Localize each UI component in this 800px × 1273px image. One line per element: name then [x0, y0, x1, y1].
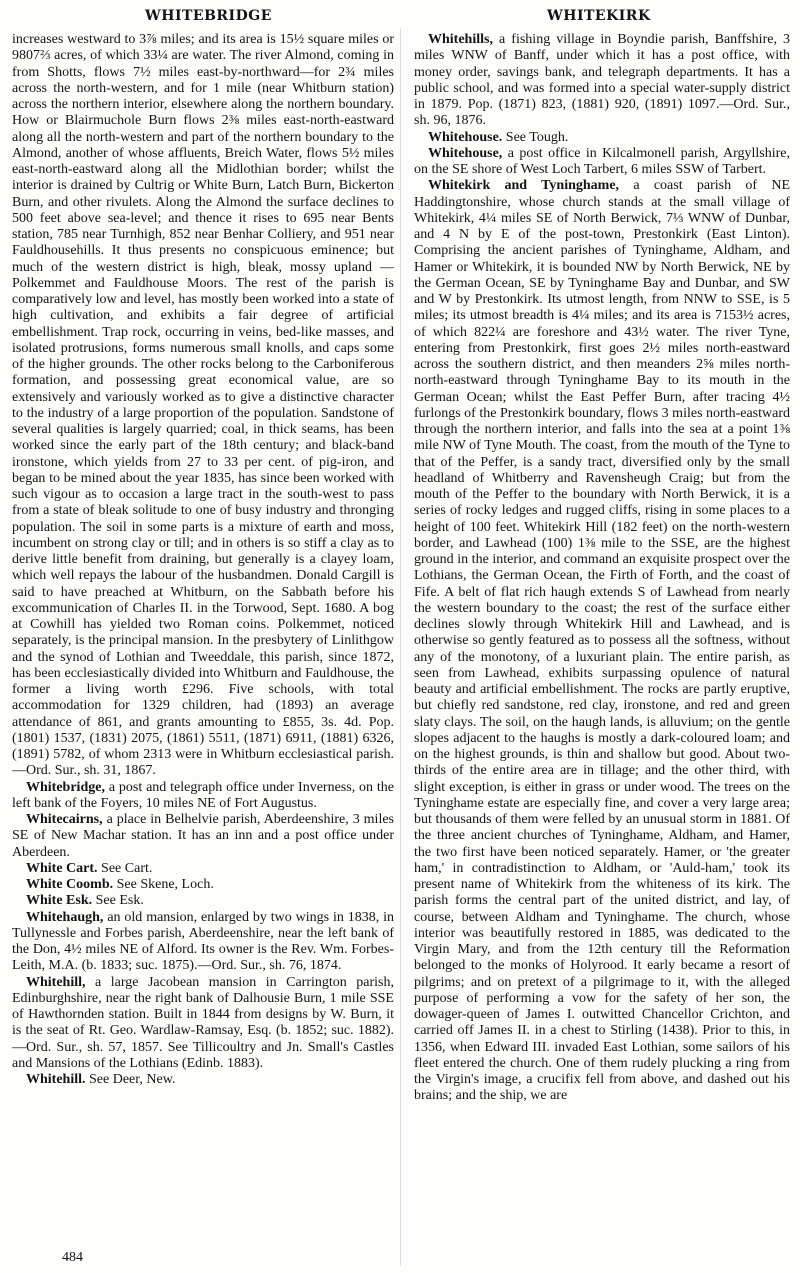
entry-body: a post and telegraph office under Inverness, on the left bank of the Foyers, 10 miles NE of Fort Augustus. [12, 779, 394, 811]
gazetteer-entry [12, 975, 394, 1073]
entry-body: a place in Belhelvie parish, Aberdeenshire, 3 miles SE of New Machar station. It has an inn and a post office under Aberdeen. [12, 812, 394, 860]
gazetteer-entry [414, 146, 790, 179]
entry-body: a fishing village in Boyndie parish, Banffshire, 3 miles WNW of Banff, under which it has a post office, with money order, savings bank, and telegraph departments. It has a public school, and was formed into a special water-supply district in 1879. Pop. (1871) 823, (1881) 920, (1891) 1097.—Ord. Sur., sh. 96, 1876. [414, 32, 790, 129]
entry-body: See Deer, New. [89, 1072, 176, 1087]
entry-headword: White Coomb. [26, 877, 114, 892]
entry-headword: White Esk. [26, 893, 93, 909]
entry-body: a post office in Kilcalmonell parish, Argyllshire, on the SE shore of West Loch Tarbert, 6 miles SSW of Tarbert. [414, 145, 790, 177]
gazetteer-entry [12, 893, 394, 909]
entry-body: increases westward to 3⅞ miles; and its area is 15½ square miles or 9807⅔ acres, of which 33¼ are water. The river Almond, coming in from Shotts, flows 7½ miles east-by-northward—for 2¾ miles across the north-western, and for 1 mile (near Whitburn station) across the northern interior, elsewhere along the northern boundary. How or Blairmuchole Burn flows 2⅜ miles east-north-eastward along all the north-western and part of the northern boundary to the Almond, another of whose affluents, Breich Water, flows 5½ miles east-north-eastward along all the Midlothian border; whilst the interior is drained by Cultrig or White Burn, Latch Burn, Bickerton Burn, and other rivulets. Along the Almond the surface declines to 500 feet above sea-level; and thence it rises to 695 near Bents station, 785 near Turnhigh, 852 near Benhar Colliery, and 951 near Fauldhousehills. It thus presents no conspicuous eminence; but much of the western district is high, bleak, mossy upland — Polkemmet and Fauldhouse Moors. The rest of the parish is comparatively low and level, has mostly been worked into a state of high cultivation, and exhibits a fair degree of artificial embellishment. Trap rock, occurring in veins, bed-like masses, and isolated protrusions, forms numerous small knolls, and caps some of the higher grounds. The other rocks belong to the Carboniferous formation, and possessing great economical value, are so extensively and variously worked as to give a distinctive character to the industry of a large proportion of the population. Sandstone of several qualities is largely quarried; coal, in thick seams, has been worked since the early part of the 18th century; and black-band ironstone, which yields from 27 to 33 per cent. of pig-iron, and began to be mined about the year 1835, has since been worked with such vigour as to occasion a large tract in the south-west to pass from a state of bleak solitude to one of busy industry and thronging population. The soil in some parts is a mixture of earth and moss, incumbent on strong clay or till; and in others is so stiff a clay as to derive little benefit from draining, but generally is a clayey loam, which well repays the labour of the husbandmen. Donald Cargill is said to have preached at Whitburn, on the Sabbath before his excommunication of Charles II. in the Torwood, Sept. 1680. A bog at Cowhill has yielded two Roman coins. Polkemmet, noticed separately, is the principal mansion. In the presbytery of Linlithgow and the synod of Lothian and Tweeddale, this parish, since 1872, has been ecclesiastically divided into Whitburn and Fauldhouse, the former a living worth £296. Five schools, with total accommodation for 1329 children, had (1893) an average attendance of 861, and grants amounting to £855, 3s. 4d. Pop. (1801) 1537, (1831) 2075, (1861) 5511, (1871) 6911, (1881) 6326, (1891) 5782, of whom 2313 were in Whitburn ecclesiastical parish.—Ord. Sur., sh. 31, 1867. [12, 32, 394, 779]
entry-body: a large Jacobean mansion in Carrington parish, Edinburghshire, near the right bank of Dalhousie Burn, 1 mile SSE of Hawthornden station. Built in 1844 from designs by W. Burn, it is the seat of Rt. Geo. Wardlaw-Ramsay, Esq. (b. 1852; suc. 1882).—Ord. Sur., sh. 57, 1857. See Tillicoultry and Jn. Small's Castles and Mansions of the Lothians (Edinb. 1883). [12, 974, 394, 1071]
gazetteer-entry [12, 780, 394, 813]
entry-headword: Whitebridge, [26, 779, 105, 795]
gazetteer-entry [12, 877, 394, 893]
gazetteer-entry [414, 178, 790, 1104]
entry-body: See Tough. [505, 129, 569, 145]
gazetteer-entry [12, 812, 394, 861]
page-number: 484 [62, 1250, 83, 1265]
entry-headword: Whitehills, [428, 32, 493, 47]
entry-body: an old mansion, enlarged by two wings in 1838, in Tullynessle and Forbes parish, Aberdeenshire, near the left bank of the Don, 4½ miles NE of Alford. Its owner is the Rev. Wm. Forbes-Leith, M.A. (b. 1833; suc. 1875).—Ord. Sur., sh. 76, 1874. [12, 909, 394, 974]
entry-body: See Cart. [101, 860, 153, 876]
column-divider [400, 28, 401, 1266]
entry-body: See Esk. [95, 893, 144, 909]
gazetteer-entry [414, 32, 790, 130]
entry-headword: Whitehill. [26, 1072, 86, 1087]
running-head-left: WHITEBRIDGE [145, 8, 272, 24]
gazetteer-entry [12, 910, 394, 975]
right-column [414, 32, 790, 1268]
gazetteer-entry [12, 1072, 394, 1088]
gazetteer-entry [414, 130, 790, 146]
entry-headword: Whitehill, [26, 974, 86, 990]
entry-body: a coast parish of NE Haddingtonshire, whose church stands at the small village of Whitekirk, 4¼ miles SE of North Berwick, 7⅓ WNW of Dunbar, and 4 N by E of the post-town, Prestonkirk (East Linton). Comprising the ancient parishes of Tyninghame, Aldham, and Hamer or Whitekirk, it is bounded NW by North Berwick, NE by the German Ocean, SE by Tyninghame Bay and Dunbar, and SW and W by Prestonkirk. Its utmost length, from NNW to SSE, is 5 miles; its utmost breadth is 4¼ miles; and its area is 7153½ acres, of which 822¼ are foreshore and 43½ water. The river Tyne, entering from Prestonkirk, first goes 2½ miles north-eastward across the southern district, and then meanders 2⅝ miles north-north-eastward through Tyninghame Bay to its mouth in the German Ocean; whilst the East Peffer Burn, after tracing 4½ furlongs of the Prestonkirk boundary, flows 3 miles north-eastward through the northern interior, and falls into the sea at a point 1⅜ mile NW of Tyne Mouth. The coast, from the mouth of the Tyne to that of the Peffer, is a sandy tract, diversified only by the small headland of Whitberry and Ravensheugh Craig; but from the mouth of the Peffer to the boundary with North Berwick, it is a series of rocky ledges and rugged cliffs, rising in some places to a height of 100 feet. Whitekirk Hill (182 feet) on the north-western border, and Lawhead (100) 1⅜ mile to the SSE, are the highest ground in the interior, and command an exquisite prospect over the Lothians, the German Ocean, the Firth of Forth, and the coast of Fife. A belt of flat rich haugh extends S of Lawhead from nearly the western boundary to the coast; the rest of the surface either declines slowly through Whitekirk Hill and Lawhead, and is otherwise so gently featured as to possess all the softness, without any of the monotony, of a luxuriant plain. The entire parish, as seen from Lawhead, exhibits surpassing opulence of natural beauty and artificial embellishment. The rocks are partly eruptive, but chiefly red sandstone, red clay, ironstone, and red and green slaty clays. The soil, on the haugh lands, is alluvium; on the gentle slopes adjacent to the haughs is mostly a dark-coloured loam; and on the highest grounds, is thin and shallow but good. About two-thirds of the entire area are in tillage; and the other third, with slight exception, is either in grass or under wood. The trees on the Tyninghame estate are especially fine, and cover a very large area; but thousands of them were felled by an unusual storm in 1881. Of the three ancient churches of Tyninghame, Aldham, and Hamer, the two first have been noticed separately. Hamer, or 'the greater ham,' in contradistinction to Aldham, or 'Auld-ham,' took its present name of Whitekirk from the whiteness of its kirk. The parish forms the central part of the united district, and lay, of course, between Aldham and Tyninghame. The church, whose interior was beautifully restored in 1885, was dedicated to the Virgin Mary, and from the 12th century till the Reformation belonged to the monks of Holyrood. It early became a resort of pilgrims; and on pretext of a pilgrimage to it, with the alleged purpose of performing a vow for the safety of her son, the dowager-queen of James I. outwitted Chancellor Crichton, and carried off James II. in a chest to Stirling (1438). Prior to this, in 1356, when Edward III. invaded East Lothian, some sailors of his fleet entered the church. One of them rudely plucking a ring from the Virgin's image, a crucifix fell from above, and dashed out his brains; and the ship, we are [414, 178, 790, 1104]
entry-headword: Whitehaugh, [26, 909, 104, 925]
entry-headword: Whitecairns, [26, 812, 103, 827]
entry-headword: Whitehouse, [428, 145, 503, 161]
entry-body: See Skene, Loch. [116, 877, 214, 892]
gazetteer-entry-continued [12, 32, 394, 780]
entry-headword: Whitekirk and Tyninghame, [428, 178, 620, 194]
running-head-right: WHITEKIRK [547, 8, 651, 24]
gazetteer-entry [12, 861, 394, 877]
entry-headword: White Cart. [26, 860, 98, 876]
entry-headword: Whitehouse. [428, 129, 503, 145]
left-column [12, 32, 394, 1268]
